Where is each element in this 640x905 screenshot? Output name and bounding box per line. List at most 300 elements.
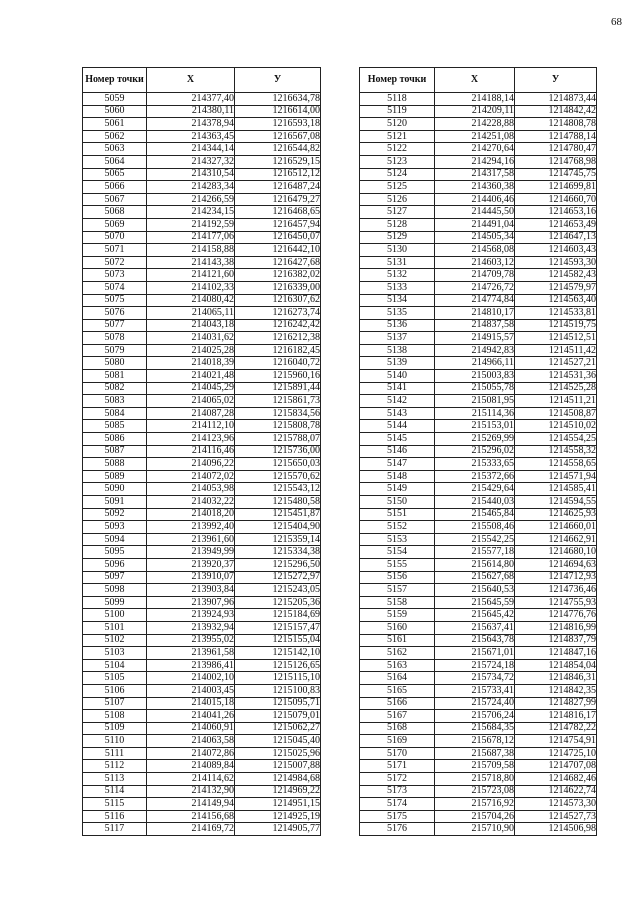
y-coordinate-cell: 1214622,74: [515, 785, 597, 798]
point-number-cell: 5079: [83, 344, 147, 357]
table-row: [360, 483, 597, 496]
point-number-cell: 5130: [360, 244, 435, 257]
x-coordinate-cell: 214709,78: [435, 269, 515, 282]
x-coordinate-cell: 214942,83: [435, 344, 515, 357]
x-coordinate-cell: 214123,96: [147, 433, 235, 446]
x-coordinate-cell: 214096,22: [147, 458, 235, 471]
y-coordinate-cell: 1214511,21: [515, 395, 597, 408]
point-number-cell: 5169: [360, 735, 435, 748]
table-row: [83, 420, 321, 433]
y-coordinate-cell: 1214905,77: [235, 823, 321, 836]
table-row: [360, 218, 597, 231]
table-row: [83, 722, 321, 735]
table-row: [83, 231, 321, 244]
point-number-cell: 5174: [360, 798, 435, 811]
point-number-cell: 5125: [360, 181, 435, 194]
x-coordinate-cell: 214837,58: [435, 319, 515, 332]
point-number-cell: 5150: [360, 496, 435, 509]
point-number-cell: 5072: [83, 256, 147, 269]
x-coordinate-cell: 215429,64: [435, 483, 515, 496]
y-coordinate-cell: 1214558,32: [515, 445, 597, 458]
x-coordinate-cell: 215153,01: [435, 420, 515, 433]
table-row: [83, 407, 321, 420]
table-row: [83, 760, 321, 773]
point-number-cell: 5167: [360, 710, 435, 723]
x-coordinate-cell: 214915,57: [435, 332, 515, 345]
column-header-x: X: [435, 68, 515, 93]
table-row: [83, 319, 321, 332]
table-row: [83, 621, 321, 634]
table-row: [360, 231, 597, 244]
x-coordinate-cell: 214087,28: [147, 407, 235, 420]
table-row: [83, 93, 321, 106]
table-row: [360, 546, 597, 559]
table-row: [360, 684, 597, 697]
y-coordinate-cell: 1216634,78: [235, 93, 321, 106]
y-coordinate-cell: 1214662,91: [515, 533, 597, 546]
point-number-cell: 5144: [360, 420, 435, 433]
x-coordinate-cell: 213924,93: [147, 609, 235, 622]
table-row: [360, 634, 597, 647]
y-coordinate-cell: 1214694,63: [515, 558, 597, 571]
point-number-cell: 5071: [83, 244, 147, 257]
table-row: [360, 697, 597, 710]
x-coordinate-cell: 215724,18: [435, 659, 515, 672]
point-number-cell: 5131: [360, 256, 435, 269]
y-coordinate-cell: 1214682,46: [515, 773, 597, 786]
y-coordinate-cell: 1215157,47: [235, 621, 321, 634]
x-coordinate-cell: 215640,53: [435, 584, 515, 597]
table-row: [360, 747, 597, 760]
x-coordinate-cell: 214043,18: [147, 319, 235, 332]
table-row: [360, 735, 597, 748]
y-coordinate-cell: 1214780,47: [515, 143, 597, 156]
table-row: [83, 470, 321, 483]
point-number-cell: 5162: [360, 647, 435, 660]
x-coordinate-cell: 214406,46: [435, 193, 515, 206]
x-coordinate-cell: 214031,62: [147, 332, 235, 345]
x-coordinate-cell: 215372,66: [435, 470, 515, 483]
table-row: [83, 307, 321, 320]
y-coordinate-cell: 1214527,21: [515, 357, 597, 370]
point-number-cell: 5120: [360, 118, 435, 131]
y-coordinate-cell: 1214593,30: [515, 256, 597, 269]
x-coordinate-cell: 214102,33: [147, 281, 235, 294]
table-header-row: [83, 68, 321, 93]
table-row: [83, 357, 321, 370]
point-number-cell: 5152: [360, 521, 435, 534]
y-coordinate-cell: 1214579,97: [515, 281, 597, 294]
x-coordinate-cell: 214072,86: [147, 747, 235, 760]
point-number-cell: 5073: [83, 269, 147, 282]
table-row: [360, 710, 597, 723]
y-coordinate-cell: 1215184,69: [235, 609, 321, 622]
table-row: [83, 810, 321, 823]
point-number-cell: 5097: [83, 571, 147, 584]
y-coordinate-cell: 1216450,07: [235, 231, 321, 244]
table-row: [360, 521, 597, 534]
point-number-cell: 5176: [360, 823, 435, 836]
point-number-cell: 5082: [83, 382, 147, 395]
y-coordinate-cell: 1214842,35: [515, 684, 597, 697]
point-number-cell: 5089: [83, 470, 147, 483]
x-coordinate-cell: 214041,26: [147, 710, 235, 723]
x-coordinate-cell: 214121,60: [147, 269, 235, 282]
table-row: [360, 244, 597, 257]
point-number-cell: 5127: [360, 206, 435, 219]
y-coordinate-cell: 1214554,25: [515, 433, 597, 446]
y-coordinate-cell: 1215808,78: [235, 420, 321, 433]
table-row: [83, 735, 321, 748]
x-coordinate-cell: 214112,10: [147, 420, 235, 433]
point-number-cell: 5116: [83, 810, 147, 823]
table-row: [83, 445, 321, 458]
x-coordinate-cell: 214270,64: [435, 143, 515, 156]
y-coordinate-cell: 1215025,96: [235, 747, 321, 760]
table-row: [83, 647, 321, 660]
table-row: [83, 382, 321, 395]
point-number-cell: 5112: [83, 760, 147, 773]
table-row: [360, 596, 597, 609]
x-coordinate-cell: 213932,94: [147, 621, 235, 634]
point-number-cell: 5096: [83, 558, 147, 571]
x-coordinate-cell: 215706,24: [435, 710, 515, 723]
x-coordinate-cell: 214344,14: [147, 143, 235, 156]
y-coordinate-cell: 1214660,01: [515, 521, 597, 534]
point-number-cell: 5147: [360, 458, 435, 471]
table-row: [360, 294, 597, 307]
table-row: [360, 143, 597, 156]
point-number-cell: 5129: [360, 231, 435, 244]
y-coordinate-cell: 1215205,36: [235, 596, 321, 609]
y-coordinate-cell: 1215296,50: [235, 558, 321, 571]
point-number-cell: 5080: [83, 357, 147, 370]
y-coordinate-cell: 1215736,00: [235, 445, 321, 458]
y-coordinate-cell: 1216512,12: [235, 168, 321, 181]
table-row: [83, 181, 321, 194]
column-header-y: У: [235, 68, 321, 93]
point-number-cell: 5119: [360, 105, 435, 118]
table-row: [83, 206, 321, 219]
x-coordinate-cell: 215716,92: [435, 798, 515, 811]
y-coordinate-cell: 1216382,02: [235, 269, 321, 282]
y-coordinate-cell: 1214736,46: [515, 584, 597, 597]
table-row: [83, 395, 321, 408]
table-row: [360, 785, 597, 798]
point-number-cell: 5099: [83, 596, 147, 609]
y-coordinate-cell: 1214510,02: [515, 420, 597, 433]
y-coordinate-cell: 1215100,83: [235, 684, 321, 697]
table-row: [360, 370, 597, 383]
table-row: [83, 118, 321, 131]
x-coordinate-cell: 214072,02: [147, 470, 235, 483]
x-coordinate-cell: 214080,42: [147, 294, 235, 307]
x-coordinate-cell: 214089,84: [147, 760, 235, 773]
x-coordinate-cell: 213907,96: [147, 596, 235, 609]
x-coordinate-cell: 214149,94: [147, 798, 235, 811]
y-coordinate-cell: 1216457,94: [235, 218, 321, 231]
table-row: [83, 697, 321, 710]
x-coordinate-cell: 214158,88: [147, 244, 235, 257]
point-number-cell: 5135: [360, 307, 435, 320]
y-coordinate-cell: 1216544,82: [235, 143, 321, 156]
point-number-cell: 5141: [360, 382, 435, 395]
table-row: [83, 143, 321, 156]
y-coordinate-cell: 1216040,72: [235, 357, 321, 370]
x-coordinate-cell: 213961,58: [147, 647, 235, 660]
table-row: [83, 684, 321, 697]
table-row: [360, 433, 597, 446]
x-coordinate-cell: 214445,50: [435, 206, 515, 219]
x-coordinate-cell: 214053,98: [147, 483, 235, 496]
y-coordinate-cell: 1216307,62: [235, 294, 321, 307]
y-coordinate-cell: 1214625,93: [515, 508, 597, 521]
x-coordinate-cell: 215718,80: [435, 773, 515, 786]
x-coordinate-cell: 213961,60: [147, 533, 235, 546]
table-row: [83, 281, 321, 294]
y-coordinate-cell: 1214925,19: [235, 810, 321, 823]
table-row: [360, 307, 597, 320]
point-number-cell: 5060: [83, 105, 147, 118]
table-row: [83, 269, 321, 282]
table-row: [83, 168, 321, 181]
y-coordinate-cell: 1214808,78: [515, 118, 597, 131]
table-row: [360, 558, 597, 571]
table-row: [360, 810, 597, 823]
x-coordinate-cell: 213986,41: [147, 659, 235, 672]
x-coordinate-cell: 214188,14: [435, 93, 515, 106]
point-number-cell: 5074: [83, 281, 147, 294]
point-number-cell: 5088: [83, 458, 147, 471]
y-coordinate-cell: 1214846,31: [515, 672, 597, 685]
x-coordinate-cell: 215645,59: [435, 596, 515, 609]
point-number-cell: 5103: [83, 647, 147, 660]
x-coordinate-cell: 215081,95: [435, 395, 515, 408]
point-number-cell: 5059: [83, 93, 147, 106]
x-coordinate-cell: 215296,02: [435, 445, 515, 458]
x-coordinate-cell: 214209,11: [435, 105, 515, 118]
y-coordinate-cell: 1214984,68: [235, 773, 321, 786]
y-coordinate-cell: 1215834,56: [235, 407, 321, 420]
x-coordinate-cell: 214234,15: [147, 206, 235, 219]
x-coordinate-cell: 214380,11: [147, 105, 235, 118]
x-coordinate-cell: 215709,58: [435, 760, 515, 773]
table-row: [83, 785, 321, 798]
point-number-cell: 5123: [360, 155, 435, 168]
x-coordinate-cell: 214156,68: [147, 810, 235, 823]
point-number-cell: 5070: [83, 231, 147, 244]
y-coordinate-cell: 1214603,43: [515, 244, 597, 257]
x-coordinate-cell: 214065,02: [147, 395, 235, 408]
x-coordinate-cell: 214294,16: [435, 155, 515, 168]
point-number-cell: 5084: [83, 407, 147, 420]
point-number-cell: 5138: [360, 344, 435, 357]
table-row: [360, 470, 597, 483]
x-coordinate-cell: 215055,78: [435, 382, 515, 395]
x-coordinate-cell: 214015,18: [147, 697, 235, 710]
x-coordinate-cell: 214143,38: [147, 256, 235, 269]
point-number-cell: 5090: [83, 483, 147, 496]
point-number-cell: 5171: [360, 760, 435, 773]
x-coordinate-cell: 213910,07: [147, 571, 235, 584]
point-number-cell: 5086: [83, 433, 147, 446]
y-coordinate-cell: 1214647,13: [515, 231, 597, 244]
point-number-cell: 5156: [360, 571, 435, 584]
point-number-cell: 5106: [83, 684, 147, 697]
y-coordinate-cell: 1214827,99: [515, 697, 597, 710]
x-coordinate-cell: 215542,25: [435, 533, 515, 546]
coordinates-table-left: [82, 67, 321, 836]
table-row: [83, 483, 321, 496]
y-coordinate-cell: 1214847,16: [515, 647, 597, 660]
point-number-cell: 5124: [360, 168, 435, 181]
y-coordinate-cell: 1214837,79: [515, 634, 597, 647]
point-number-cell: 5113: [83, 773, 147, 786]
point-number-cell: 5117: [83, 823, 147, 836]
y-coordinate-cell: 1216427,68: [235, 256, 321, 269]
point-number-cell: 5100: [83, 609, 147, 622]
y-coordinate-cell: 1214745,75: [515, 168, 597, 181]
y-coordinate-cell: 1215079,01: [235, 710, 321, 723]
x-coordinate-cell: 213992,40: [147, 521, 235, 534]
point-number-cell: 5151: [360, 508, 435, 521]
x-coordinate-cell: 215627,68: [435, 571, 515, 584]
point-number-cell: 5066: [83, 181, 147, 194]
x-coordinate-cell: 214251,08: [435, 130, 515, 143]
x-coordinate-cell: 215645,42: [435, 609, 515, 622]
table-row: [360, 496, 597, 509]
x-coordinate-cell: 215465,84: [435, 508, 515, 521]
table-row: [360, 319, 597, 332]
x-coordinate-cell: 214310,54: [147, 168, 235, 181]
point-number-cell: 5092: [83, 508, 147, 521]
point-number-cell: 5136: [360, 319, 435, 332]
x-coordinate-cell: 215440,03: [435, 496, 515, 509]
x-coordinate-cell: 214726,72: [435, 281, 515, 294]
y-coordinate-cell: 1214782,22: [515, 722, 597, 735]
y-coordinate-cell: 1214788,14: [515, 130, 597, 143]
x-coordinate-cell: 215333,65: [435, 458, 515, 471]
table-header-row: [360, 68, 597, 93]
x-coordinate-cell: 214283,34: [147, 181, 235, 194]
point-number-cell: 5165: [360, 684, 435, 697]
point-number-cell: 5160: [360, 621, 435, 634]
y-coordinate-cell: 1216468,65: [235, 206, 321, 219]
y-coordinate-cell: 1214699,81: [515, 181, 597, 194]
y-coordinate-cell: 1214558,65: [515, 458, 597, 471]
point-number-cell: 5078: [83, 332, 147, 345]
point-number-cell: 5122: [360, 143, 435, 156]
table-row: [83, 294, 321, 307]
point-number-cell: 5085: [83, 420, 147, 433]
y-coordinate-cell: 1214680,10: [515, 546, 597, 559]
y-coordinate-cell: 1215045,40: [235, 735, 321, 748]
x-coordinate-cell: 214363,45: [147, 130, 235, 143]
table-row: [83, 798, 321, 811]
x-coordinate-cell: 214228,88: [435, 118, 515, 131]
table-row: [360, 193, 597, 206]
table-row: [360, 130, 597, 143]
table-row: [360, 206, 597, 219]
table-row: [83, 433, 321, 446]
x-coordinate-cell: 215269,99: [435, 433, 515, 446]
y-coordinate-cell: 1215243,05: [235, 584, 321, 597]
point-number-cell: 5087: [83, 445, 147, 458]
table-row: [83, 747, 321, 760]
x-coordinate-cell: 214378,94: [147, 118, 235, 131]
y-coordinate-cell: 1216339,00: [235, 281, 321, 294]
x-coordinate-cell: 214377,40: [147, 93, 235, 106]
x-coordinate-cell: 215671,01: [435, 647, 515, 660]
table-row: [360, 105, 597, 118]
y-coordinate-cell: 1215115,10: [235, 672, 321, 685]
y-coordinate-cell: 1215650,03: [235, 458, 321, 471]
table-row: [83, 105, 321, 118]
table-row: [83, 193, 321, 206]
table-row: [83, 634, 321, 647]
y-coordinate-cell: 1214533,81: [515, 307, 597, 320]
point-number-cell: 5164: [360, 672, 435, 685]
table-row: [360, 798, 597, 811]
y-coordinate-cell: 1215334,38: [235, 546, 321, 559]
y-coordinate-cell: 1214754,91: [515, 735, 597, 748]
y-coordinate-cell: 1214508,87: [515, 407, 597, 420]
y-coordinate-cell: 1214842,42: [515, 105, 597, 118]
point-number-cell: 5107: [83, 697, 147, 710]
x-coordinate-cell: 215710,90: [435, 823, 515, 836]
table-row: [360, 168, 597, 181]
table-row: [360, 93, 597, 106]
table-row: [83, 773, 321, 786]
x-coordinate-cell: 214774,84: [435, 294, 515, 307]
x-coordinate-cell: 215508,46: [435, 521, 515, 534]
y-coordinate-cell: 1215891,44: [235, 382, 321, 395]
table-row: [360, 760, 597, 773]
y-coordinate-cell: 1214873,44: [515, 93, 597, 106]
y-coordinate-cell: 1214531,36: [515, 370, 597, 383]
point-number-cell: 5172: [360, 773, 435, 786]
y-coordinate-cell: 1214585,41: [515, 483, 597, 496]
y-coordinate-cell: 1214594,55: [515, 496, 597, 509]
y-coordinate-cell: 1215451,87: [235, 508, 321, 521]
y-coordinate-cell: 1214527,73: [515, 810, 597, 823]
y-coordinate-cell: 1214755,93: [515, 596, 597, 609]
point-number-cell: 5098: [83, 584, 147, 597]
table-row: [360, 420, 597, 433]
point-number-cell: 5115: [83, 798, 147, 811]
table-row: [83, 521, 321, 534]
table-row: [360, 281, 597, 294]
column-header-x: X: [147, 68, 235, 93]
table-row: [83, 370, 321, 383]
y-coordinate-cell: 1214776,76: [515, 609, 597, 622]
y-coordinate-cell: 1214816,17: [515, 710, 597, 723]
y-coordinate-cell: 1216442,10: [235, 244, 321, 257]
y-coordinate-cell: 1216614,00: [235, 105, 321, 118]
x-coordinate-cell: 214966,11: [435, 357, 515, 370]
x-coordinate-cell: 214114,62: [147, 773, 235, 786]
y-coordinate-cell: 1216242,42: [235, 319, 321, 332]
x-coordinate-cell: 215704,26: [435, 810, 515, 823]
point-number-cell: 5149: [360, 483, 435, 496]
table-row: [360, 332, 597, 345]
point-number-cell: 5140: [360, 370, 435, 383]
y-coordinate-cell: 1214816,99: [515, 621, 597, 634]
y-coordinate-cell: 1214707,08: [515, 760, 597, 773]
point-number-cell: 5075: [83, 294, 147, 307]
y-coordinate-cell: 1215359,14: [235, 533, 321, 546]
x-coordinate-cell: 214491,04: [435, 218, 515, 231]
